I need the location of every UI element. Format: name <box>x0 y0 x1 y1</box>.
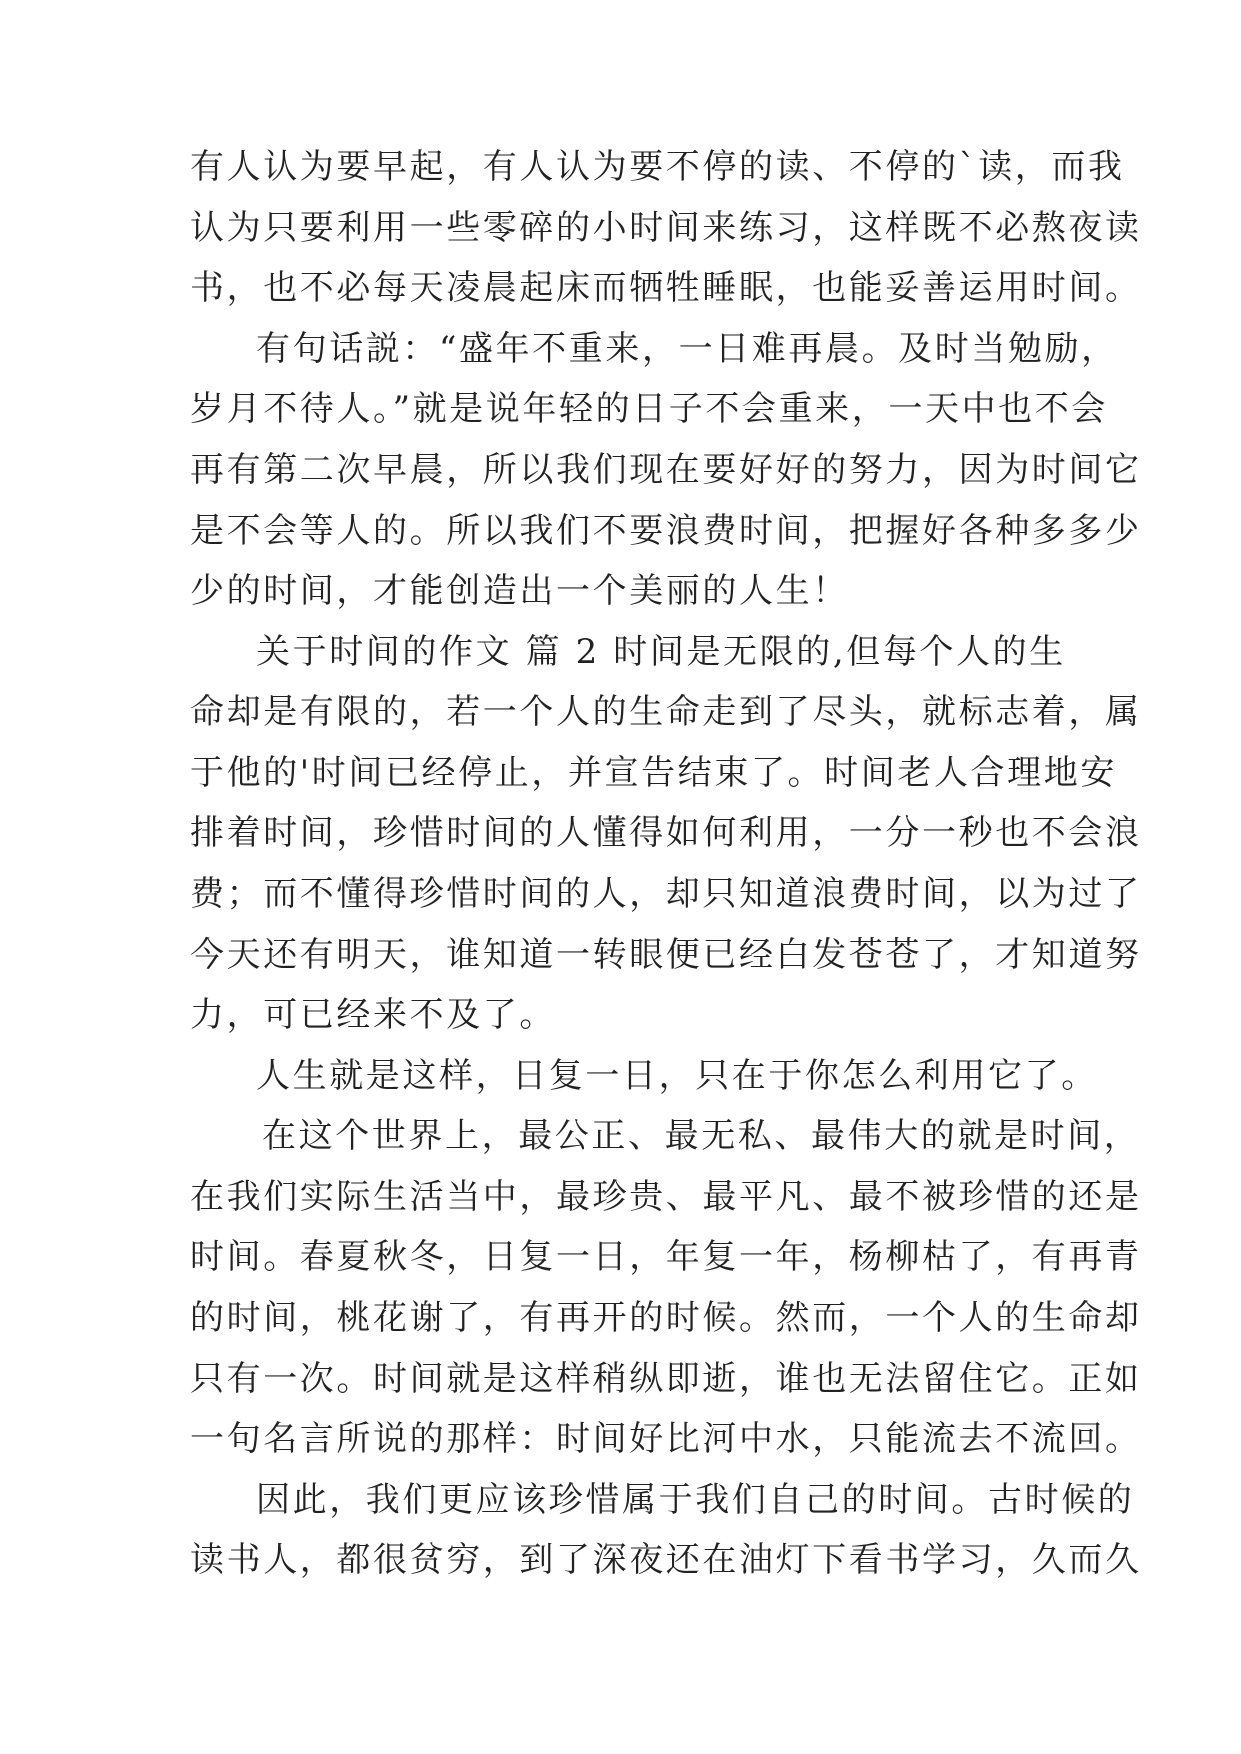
text-line: 一句名言所说的那样：时间好比河中水，只能流去不流回。 <box>190 1419 1142 1459</box>
paragraph-first-line: 在这个世界上，最公正、最无私、最伟大的就是时间， <box>262 1116 1141 1156</box>
text-line: 于他的'时间已经停止，并宣告结束了。时间老人合理地安 <box>190 753 1117 793</box>
section-heading-line: 关于时间的作文 篇 2 时间是无限的,但每个人的生 <box>256 632 1066 672</box>
text-line: 排着时间，珍惜时间的人懂得如何利用，一分一秒也不会浪 <box>190 813 1142 853</box>
text-line: 费；而不懂得珍惜时间的人，却只知道浪费时间，以为过了 <box>190 874 1142 914</box>
text-line: 书，也不必每天凌晨起床而牺牲睡眠，也能妥善运用时间。 <box>190 268 1142 308</box>
text-line: 认为只要利用一些零碎的小时间来练习，这样既不必熬夜读 <box>190 208 1142 248</box>
text-line: 只有一次。时间就是这样稍纵即逝，谁也无法留住它。正如 <box>190 1359 1142 1399</box>
text-line: 读书人，都很贫穷，到了深夜还在油灯下看书学习，久而久 <box>190 1540 1142 1580</box>
text-line: 是不会等人的。所以我们不要浪费时间，把握好各种多多少 <box>190 511 1142 551</box>
text-line: 今天还有明天，谁知道一转眼便已经白发苍苍了，才知道努 <box>190 935 1142 975</box>
text-line: 有人认为要早起，有人认为要不停的读、不停的`读，而我 <box>190 147 1125 187</box>
text-line: 力，可已经来不及了。 <box>190 995 556 1035</box>
text-line: 岁月不待人。”就是说年轻的日子不会重来，一天中也不会 <box>190 389 1108 429</box>
text-line: 再有第二次早晨，所以我们现在要好好的努力，因为时间它 <box>190 450 1142 490</box>
paragraph-first-line: 有句话説：“盛年不重来，一日难再晨。及时当勉励， <box>256 329 1118 369</box>
paragraph-first-line: 人生就是这样，日复一日，只在于你怎么利用它了。 <box>256 1056 1098 1096</box>
text-line: 在我们实际生活当中，最珍贵、最平凡、最不被珍惜的还是 <box>190 1177 1142 1217</box>
text-line: 的时间，桃花谢了，有再开的时候。然而，一个人的生命却 <box>190 1298 1142 1338</box>
paragraph-first-line: 因此，我们更应该珍惜属于我们自己的时间。古时候的 <box>256 1480 1135 1520</box>
text-line: 命却是有限的，若一个人的生命走到了尽头，就标志着，属 <box>190 692 1142 732</box>
text-line: 少的时间，才能创造出一个美丽的人生！ <box>190 571 849 611</box>
text-line: 时间。春夏秋冬，日复一日，年复一年，杨柳枯了，有再青 <box>190 1237 1142 1277</box>
